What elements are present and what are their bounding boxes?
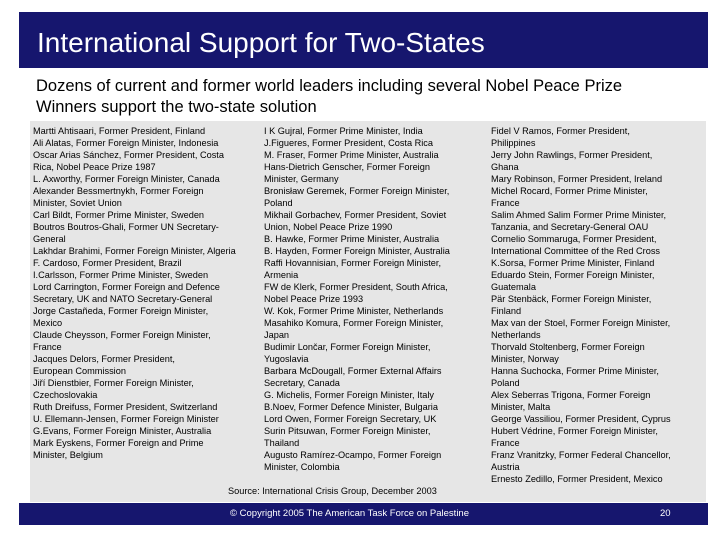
leader-entry-line: FW de Klerk, Former President, South Africa, — [264, 282, 448, 292]
leader-entry-line: Netherlands — [491, 330, 541, 340]
leader-entry-line: Raffi Hovannisian, Former Foreign Minister, — [264, 258, 442, 268]
leader-entry-line: France — [491, 438, 520, 448]
leader-entry-line: Minister, Germany — [264, 174, 339, 184]
page-number: 20 — [660, 508, 671, 519]
leader-entry-line: Carl Bildt, Former Prime Minister, Sweden — [33, 210, 205, 220]
leader-entry-line: Mary Robinson, Former President, Ireland — [491, 174, 663, 184]
leader-entry-line: U. Ellemann-Jensen, Former Foreign Minister — [33, 414, 219, 424]
leader-entry-line: Hanna Suchocka, Former Prime Minister, — [491, 366, 659, 376]
leader-entry-line: Alexander Bessmertnykh, Former Foreign — [33, 186, 204, 196]
leader-entry-line: Boutros Boutros-Ghali, Former UN Secretary- — [33, 222, 219, 232]
leader-entry-line: Nobel Peace Prize 1993 — [264, 294, 364, 304]
leader-entry-line: George Vassiliou, Former President, Cyprus — [491, 414, 671, 424]
leader-entry-line: European Commission — [33, 366, 126, 376]
leader-entry-line: Rica, Nobel Peace Prize 1987 — [33, 162, 156, 172]
leader-entry-line: Yugoslavia — [264, 354, 309, 364]
leader-entry-line: Pär Stenbäck, Former Foreign Minister, — [491, 294, 652, 304]
leader-entry-line: L. Axworthy, Former Foreign Minister, Canada — [33, 174, 220, 184]
leader-entry-line: Tanzania, and Secretary-General OAU — [491, 222, 649, 232]
leader-entry-line: Franz Vranitzky, Former Federal Chancellor, — [491, 450, 671, 460]
leader-entry-line: M. Fraser, Former Prime Minister, Australia — [264, 150, 439, 160]
leader-entry-line: Jerry John Rawlings, Former President, — [491, 150, 653, 160]
leader-entry-line: Hubert Védrine, Former Foreign Minister, — [491, 426, 658, 436]
leader-entry-line: Michel Rocard, Former Prime Minister, — [491, 186, 648, 196]
leader-entry-line: Lord Owen, Former Foreign Secretary, UK — [264, 414, 437, 424]
leader-entry-line: B. Hayden, Former Foreign Minister, Australia — [264, 246, 450, 256]
leader-entry-line: Fidel V Ramos, Former President, — [491, 126, 630, 136]
leader-entry-line: Lakhdar Brahimi, Former Foreign Minister, Algeria — [33, 246, 236, 256]
leader-entry-line: Augusto Ramírez-Ocampo, Former Foreign — [264, 450, 442, 460]
leader-entry-line: B.Noev, Former Defence Minister, Bulgaria — [264, 402, 438, 412]
leader-entry-line: Thailand — [264, 438, 300, 448]
leader-entry-line: Finland — [491, 306, 522, 316]
leader-entry-line: Barbara McDougall, Former External Affairs — [264, 366, 442, 376]
leader-entry-line: Minister, Belgium — [33, 450, 103, 460]
leader-entry-line: Hans-Dietrich Genscher, Former Foreign — [264, 162, 430, 172]
leader-entry-line: W. Kok, Former Prime Minister, Netherlands — [264, 306, 444, 316]
leader-entry-line: Poland — [264, 198, 293, 208]
leader-entry-line: F. Cardoso, Former President, Brazil — [33, 258, 182, 268]
leader-entry-line: Salim Ahmed Salim Former Prime Minister, — [491, 210, 667, 220]
leader-entry-line: Mark Eyskens, Former Foreign and Prime — [33, 438, 204, 448]
leader-entry-line: Poland — [491, 378, 520, 388]
copyright-text: © Copyright 2005 The American Task Force on Palestine — [230, 508, 469, 519]
leader-entry-line: Surin Pitsuwan, Former Foreign Minister, — [264, 426, 431, 436]
leaders-column-3 — [491, 125, 671, 485]
leader-entry-line: Ghana — [491, 162, 519, 172]
leader-entry-line: Alex Seberras Trigona, Former Foreign — [491, 390, 651, 400]
leader-entry-line: G. Michelis, Former Foreign Minister, Italy — [264, 390, 435, 400]
leader-entry-line: Guatemala — [491, 282, 536, 292]
leader-entry-line: Minister, Malta — [491, 402, 551, 412]
leader-entry-line: Union, Nobel Peace Prize 1990 — [264, 222, 393, 232]
leader-entry-line: Jacques Delors, Former President, — [33, 354, 175, 364]
source-note: Source: International Crisis Group, December 2003 — [228, 486, 437, 496]
leader-entry-line: Ali Alatas, Former Foreign Minister, Indonesia — [33, 138, 219, 148]
leader-entry-line: Jorge Castañeda, Former Foreign Minister, — [33, 306, 209, 316]
leader-entry-line: Oscar Arias Sánchez, Former President, Costa — [33, 150, 224, 160]
leader-entry-line: Cornelio Sommaruga, Former President, — [491, 234, 657, 244]
leader-entry-line: Japan — [264, 330, 290, 340]
leader-entry-line: Mexico — [33, 318, 63, 328]
leader-entry-line: J.Figueres, Former President, Costa Rica — [264, 138, 434, 148]
leader-entry-line: I K Gujral, Former Prime Minister, India — [264, 126, 423, 136]
leader-entry-line: I.Carlsson, Former Prime Minister, Sweden — [33, 270, 209, 280]
slide-subtitle: Dozens of current and former world leaders including several Nobel Peace Prize Winners support the two-state solution — [36, 77, 623, 116]
leader-entry-line: Eduardo Stein, Former Foreign Minister, — [491, 270, 655, 280]
leader-entry-line: Thorvald Stoltenberg, Former Foreign — [491, 342, 645, 352]
title-bar — [19, 12, 708, 68]
leader-entry-line: K.Sorsa, Former Prime Minister, Finland — [491, 258, 655, 268]
leader-entry-line: G.Evans, Former Foreign Minister, Australia — [33, 426, 212, 436]
leader-entry-line: Czechoslovakia — [33, 390, 98, 400]
leader-entry-line: Budimir Lončar, Former Foreign Minister, — [264, 342, 431, 352]
leaders-column-2 — [264, 125, 450, 473]
leader-entry-line: Mikhail Gorbachev, Former President, Soviet — [264, 210, 447, 220]
leader-entry-line: International Committee of the Red Cross — [491, 246, 661, 256]
leader-entry-line: Armenia — [264, 270, 299, 280]
leader-entry-line: General — [33, 234, 66, 244]
slide-title: International Support for Two-States — [37, 27, 485, 58]
leader-entry-line: Minister, Colombia — [264, 462, 340, 472]
leader-entry-line: Minister, Norway — [491, 354, 559, 364]
leader-entry-line: France — [33, 342, 62, 352]
leader-entry-line: Secretary, Canada — [264, 378, 340, 388]
leader-entry-line: Max van der Stoel, Former Foreign Minister, — [491, 318, 671, 328]
leader-entry-line: Masahiko Komura, Former Foreign Minister, — [264, 318, 444, 328]
leader-entry-line: Bronisław Geremek, Former Foreign Minister, — [264, 186, 450, 196]
leader-entry-line: Jiří Dienstbier, Former Foreign Minister, — [33, 378, 194, 388]
leader-entry-line: Austria — [491, 462, 520, 472]
leader-entry-line: Minister, Soviet Union — [33, 198, 122, 208]
leader-entry-line: Philippines — [491, 138, 536, 148]
leaders-column-1 — [33, 125, 236, 461]
leader-entry-line: Lord Carrington, Former Foreign and Defence — [33, 282, 220, 292]
leader-entry-line: Claude Cheysson, Former Foreign Minister, — [33, 330, 211, 340]
leader-entry-line: Secretary, UK and NATO Secretary-General — [33, 294, 213, 304]
leader-entry-line: Ruth Dreifuss, Former President, Switzerland — [33, 402, 218, 412]
leader-entry-line: Martti Ahtisaari, Former President, Finland — [33, 126, 206, 136]
leader-entry-line: Ernesto Zedillo, Former President, Mexico — [491, 474, 663, 484]
leader-entry-line: France — [491, 198, 520, 208]
leader-entry-line: B. Hawke, Former Prime Minister, Australia — [264, 234, 440, 244]
